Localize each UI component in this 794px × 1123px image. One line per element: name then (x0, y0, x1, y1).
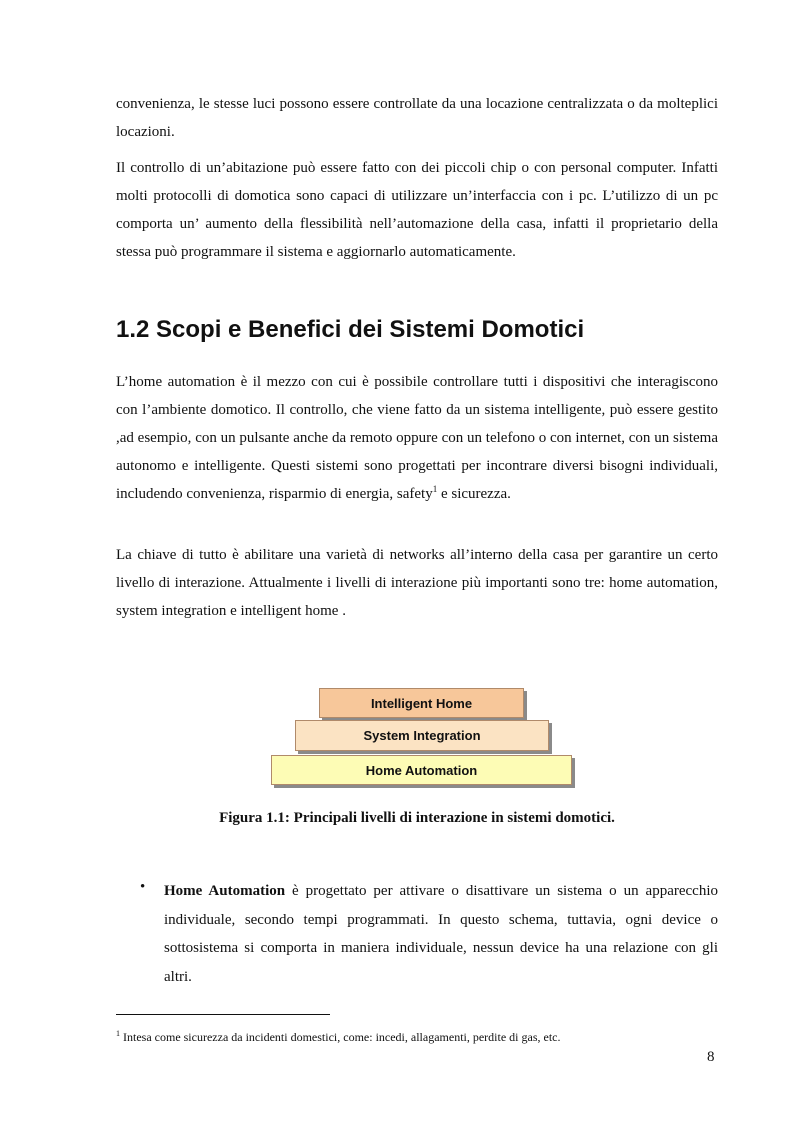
bullet-description: è progettato per attivare o disattivare un sistema o un apparecchio individuale, secondo tempi programmati. In questo schema, tuttavia, ogni device o sottosistema si comporta in maniera individuale, nessun device ha una relazione con gli altri. (164, 883, 718, 985)
paragraph-home-automation-tail: e sicurezza. (437, 486, 511, 502)
paragraph-intro-continuation: convenienza, le stesse luci possono essere controllate da una locazione centralizzata o da molteplici locazioni. (116, 96, 718, 140)
level-intelligent-home: Intelligent Home (319, 688, 524, 718)
paragraph-interaction-levels: La chiave di tutto è abilitare una varietà di networks all’interno della casa per garantire un certo livello di interazione. Attualmente i livelli di interazione più importanti sono tre: home automation, system integration e intelligent home . (116, 547, 718, 619)
level-system-integration: System Integration (295, 720, 549, 751)
footnote-text: Intesa come sicurezza da incidenti domestici, come: incedi, allagamenti, perdite di gas, etc. (120, 1030, 561, 1044)
figure-caption: Figura 1.1: Principali livelli di interazione in sistemi domotici. (219, 810, 615, 826)
footnote (116, 1030, 561, 1045)
bullet-term: Home Automation (164, 883, 286, 899)
bullet-marker: • (140, 879, 146, 895)
paragraph-home-automation (116, 368, 718, 508)
paragraph-home-automation-text: L’home automation è il mezzo con cui è possibile controllare tutti i dispositivi che interagiscono con l’ambiente domotico. Il controllo, che viene fatto da un sistema intelligente, può essere gestito ,ad esempio, con un pulsante anche da remoto oppure con un telefono o con internet, con un sistema autonomo e intelligente. Questi sistemi sono progettati per incontrare diversi bisogni individuali, includendo convenienza, risparmio di energia, safety (116, 374, 718, 502)
section-heading: 1.2 Scopi e Benefici dei Sistemi Domotici (116, 316, 585, 343)
footnote-separator (116, 1014, 330, 1015)
page-number: 8 (707, 1049, 715, 1065)
level-home-automation: Home Automation (271, 755, 572, 785)
bullet-item-home-automation (164, 877, 718, 991)
footnote-reference[interactable]: 1 (432, 484, 438, 494)
paragraph-control-pc: Il controllo di un’abitazione può essere fatto con dei piccoli chip o con personal computer. Infatti molti protocolli di domotica sono capaci di utilizzare un’interfaccia con i pc. L’utilizzo di un pc comporta un’ aumento della flessibilità nell’automazione della casa, infatti il proprietario della stessa può programmare il sistema e aggiornarlo automaticamente. (116, 160, 718, 260)
footnote-number: 1 (116, 1029, 120, 1038)
